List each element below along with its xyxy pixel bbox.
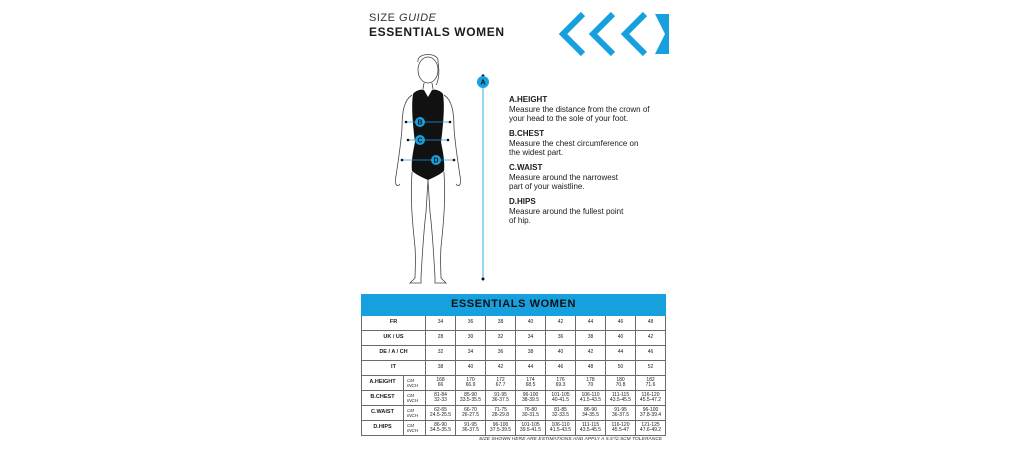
value-cm: 170 <box>466 376 475 383</box>
size-cell: 38 <box>486 316 516 331</box>
value-cm: 91-95 <box>614 406 627 413</box>
size-cell: 40 <box>516 316 546 331</box>
table-row <box>362 361 666 376</box>
size-cell: 28 <box>426 331 456 346</box>
value-cm: 180 <box>616 376 625 383</box>
value-inch: 34-35.5 <box>582 412 599 418</box>
value-cm: 96-100 <box>642 406 659 413</box>
row-label: FR <box>362 316 426 331</box>
value-inch: 70 <box>587 382 594 388</box>
value-inch: 37.5-39.5 <box>489 427 512 433</box>
unit-cell <box>404 421 426 436</box>
table-row <box>362 316 666 331</box>
value-inch: 67.7 <box>495 382 506 388</box>
value-inch: 41.5-43.5 <box>579 397 602 403</box>
measure-cell <box>516 421 546 436</box>
measure-cell <box>576 391 606 406</box>
measure-cell <box>546 376 576 391</box>
value-inch: 32-33 <box>434 397 447 403</box>
value-cm: 76-80 <box>524 406 537 413</box>
value-cm: 86-90 <box>584 406 597 413</box>
measure-cell <box>546 391 576 406</box>
value-inch: 28-29.8 <box>492 412 509 418</box>
value-inch: 45.5-47 <box>612 427 629 433</box>
value-inch: 30-31.5 <box>522 412 539 418</box>
size-cell: 40 <box>546 346 576 361</box>
unit-cm: CM <box>407 392 414 398</box>
unit-cell <box>404 391 426 406</box>
measure-cell <box>636 406 666 421</box>
row-label: C.WAIST <box>362 406 404 421</box>
size-cell: 30 <box>456 331 486 346</box>
value-cm: 182 <box>646 376 655 383</box>
value-cm: 71-75 <box>494 406 507 413</box>
size-cell: 46 <box>546 361 576 376</box>
unit-cm: CM <box>407 377 414 383</box>
table-row <box>362 421 666 436</box>
value-inch: 32-33.5 <box>552 412 569 418</box>
value-cm: 116-120 <box>611 421 630 428</box>
table-row <box>362 346 666 361</box>
size-cell: 42 <box>546 316 576 331</box>
value-inch: 40-41.5 <box>552 397 569 403</box>
size-cell: 34 <box>516 331 546 346</box>
measure-cell <box>606 376 636 391</box>
value-inch: 34.5-35.5 <box>429 427 452 433</box>
size-cell: 32 <box>426 346 456 361</box>
size-cell: 40 <box>606 331 636 346</box>
measure-cell <box>486 421 516 436</box>
row-label: D.HIPS <box>362 421 404 436</box>
desc-chest: B.CHEST Measure the chest circumference on the widest part. <box>509 129 639 157</box>
height-measure-line <box>476 74 490 284</box>
value-inch: 68.5 <box>525 382 536 388</box>
value-inch: 66 <box>437 382 444 388</box>
value-cm: 172 <box>496 376 505 383</box>
size-cell: 44 <box>606 346 636 361</box>
value-cm: 168 <box>436 376 445 383</box>
value-inch: 36-37.5 <box>612 412 629 418</box>
guide-title: ESSENTIALS WOMEN <box>369 25 505 39</box>
measure-cell <box>636 376 666 391</box>
size-cell: 48 <box>636 316 666 331</box>
unit-inch: INCH <box>407 398 418 403</box>
measure-cell <box>426 421 456 436</box>
measure-cell <box>516 391 546 406</box>
measure-cell <box>456 421 486 436</box>
measure-cell <box>546 406 576 421</box>
unit-cm: CM <box>407 422 414 428</box>
size-cell: 44 <box>576 316 606 331</box>
unit-inch: INCH <box>407 413 418 418</box>
value-cm: 106-110 <box>551 421 570 428</box>
value-cm: 116-120 <box>641 391 660 398</box>
measure-cell <box>486 376 516 391</box>
size-table <box>361 294 666 436</box>
marker-c-label: C <box>417 137 423 145</box>
marker-d-label: D <box>433 157 439 165</box>
desc-waist: C.WAIST Measure around the narrowest part of your waistline. <box>509 163 618 191</box>
value-cm: 111-115 <box>581 421 600 428</box>
measure-cell <box>636 391 666 406</box>
value-cm: 66-70 <box>464 406 477 413</box>
size-cell: 46 <box>636 346 666 361</box>
measure-cell <box>426 376 456 391</box>
value-inch: 41.5-43.5 <box>549 427 572 433</box>
table-title: ESSENTIALS WOMEN <box>362 295 666 316</box>
guide-kicker: SIZE GUIDE <box>369 12 437 24</box>
measure-cell <box>456 406 486 421</box>
value-cm: 85-90 <box>464 391 477 398</box>
value-cm: 111-115 <box>611 391 630 398</box>
measure-cell <box>636 421 666 436</box>
row-label: A.HEIGHT <box>362 376 404 391</box>
table-row <box>362 376 666 391</box>
measure-cell <box>516 376 546 391</box>
measure-cell <box>576 406 606 421</box>
size-cell: 42 <box>636 331 666 346</box>
measure-cell <box>456 391 486 406</box>
value-cm: 176 <box>556 376 565 383</box>
size-cell: 38 <box>576 331 606 346</box>
value-inch: 39.5-41.5 <box>519 427 542 433</box>
row-label: UK / US <box>362 331 426 346</box>
measure-cell <box>426 391 456 406</box>
marker-a-label: A <box>480 79 486 87</box>
measure-cell <box>606 421 636 436</box>
size-cell: 48 <box>576 361 606 376</box>
value-cm: 174 <box>526 376 535 383</box>
value-inch: 43.5-45.5 <box>579 427 602 433</box>
size-cell: 42 <box>486 361 516 376</box>
value-cm: 86-90 <box>434 421 447 428</box>
row-label: B.CHEST <box>362 391 404 406</box>
value-inch: 38-39.5 <box>522 397 539 403</box>
value-inch: 69.3 <box>555 382 566 388</box>
unit-cell <box>404 376 426 391</box>
tolerance-footnote: SIZE SHOWN HERE ARE ESTIMATIONS AND APPLY A 5.5"/2.5CM TOLERANCE <box>479 437 663 442</box>
desc-height: A.HEIGHT Measure the distance from the crown of your head to the sole of your foot. <box>509 95 650 123</box>
value-inch: 66.9 <box>465 382 476 388</box>
desc-hips: D.HIPS Measure around the fullest point of hip. <box>509 197 624 225</box>
value-inch: 47.6-49.2 <box>639 427 662 433</box>
size-cell: 36 <box>456 316 486 331</box>
value-inch: 36-37.5 <box>462 427 479 433</box>
table-row <box>362 406 666 421</box>
value-cm: 91-95 <box>494 391 507 398</box>
size-cell: 34 <box>426 316 456 331</box>
value-inch: 26-27.5 <box>462 412 479 418</box>
brand-chevron-logo <box>555 8 669 60</box>
value-inch: 33.5-35.5 <box>459 397 482 403</box>
value-cm: 96-100 <box>522 391 539 398</box>
measure-cell <box>516 406 546 421</box>
table-row <box>362 331 666 346</box>
row-label: IT <box>362 361 426 376</box>
value-cm: 81-84 <box>434 391 447 398</box>
value-cm: 101-105 <box>551 391 570 398</box>
value-inch: 70.8 <box>615 382 626 388</box>
value-cm: 62-65 <box>434 406 447 413</box>
value-cm: 178 <box>586 376 595 383</box>
measure-cell <box>486 406 516 421</box>
size-cell: 36 <box>486 346 516 361</box>
value-cm: 81-85 <box>554 406 567 413</box>
size-cell: 38 <box>516 346 546 361</box>
value-inch: 24.5-25.5 <box>429 412 452 418</box>
size-cell: 32 <box>486 331 516 346</box>
size-cell: 52 <box>636 361 666 376</box>
measure-cell <box>456 376 486 391</box>
value-inch: 36-37.5 <box>492 397 509 403</box>
value-cm: 101-105 <box>521 421 540 428</box>
value-inch: 45.5-47.2 <box>639 397 662 403</box>
size-cell: 50 <box>606 361 636 376</box>
value-cm: 121-125 <box>641 421 660 428</box>
size-cell: 34 <box>456 346 486 361</box>
size-cell: 36 <box>546 331 576 346</box>
value-inch: 43.5-45.5 <box>609 397 632 403</box>
unit-inch: INCH <box>407 383 418 388</box>
size-cell: 40 <box>456 361 486 376</box>
row-label: DE / A / CH <box>362 346 426 361</box>
size-cell: 46 <box>606 316 636 331</box>
unit-inch: INCH <box>407 428 418 433</box>
size-cell: 38 <box>426 361 456 376</box>
unit-cell <box>404 406 426 421</box>
unit-cm: CM <box>407 407 414 413</box>
table-row <box>362 391 666 406</box>
value-inch: 71.6 <box>645 382 656 388</box>
measure-cell <box>576 421 606 436</box>
body-figure-illustration <box>388 52 468 287</box>
measure-cell <box>576 376 606 391</box>
size-cell: 44 <box>516 361 546 376</box>
measure-cell <box>426 406 456 421</box>
measure-cell <box>546 421 576 436</box>
value-cm: 106-110 <box>581 391 600 398</box>
marker-b-label: B <box>417 119 423 127</box>
value-cm: 96-100 <box>492 421 509 428</box>
measure-cell <box>606 391 636 406</box>
measure-cell <box>486 391 516 406</box>
value-cm: 91-95 <box>464 421 477 428</box>
measure-cell <box>606 406 636 421</box>
value-inch: 37.8-39.4 <box>639 412 662 418</box>
size-cell: 42 <box>576 346 606 361</box>
